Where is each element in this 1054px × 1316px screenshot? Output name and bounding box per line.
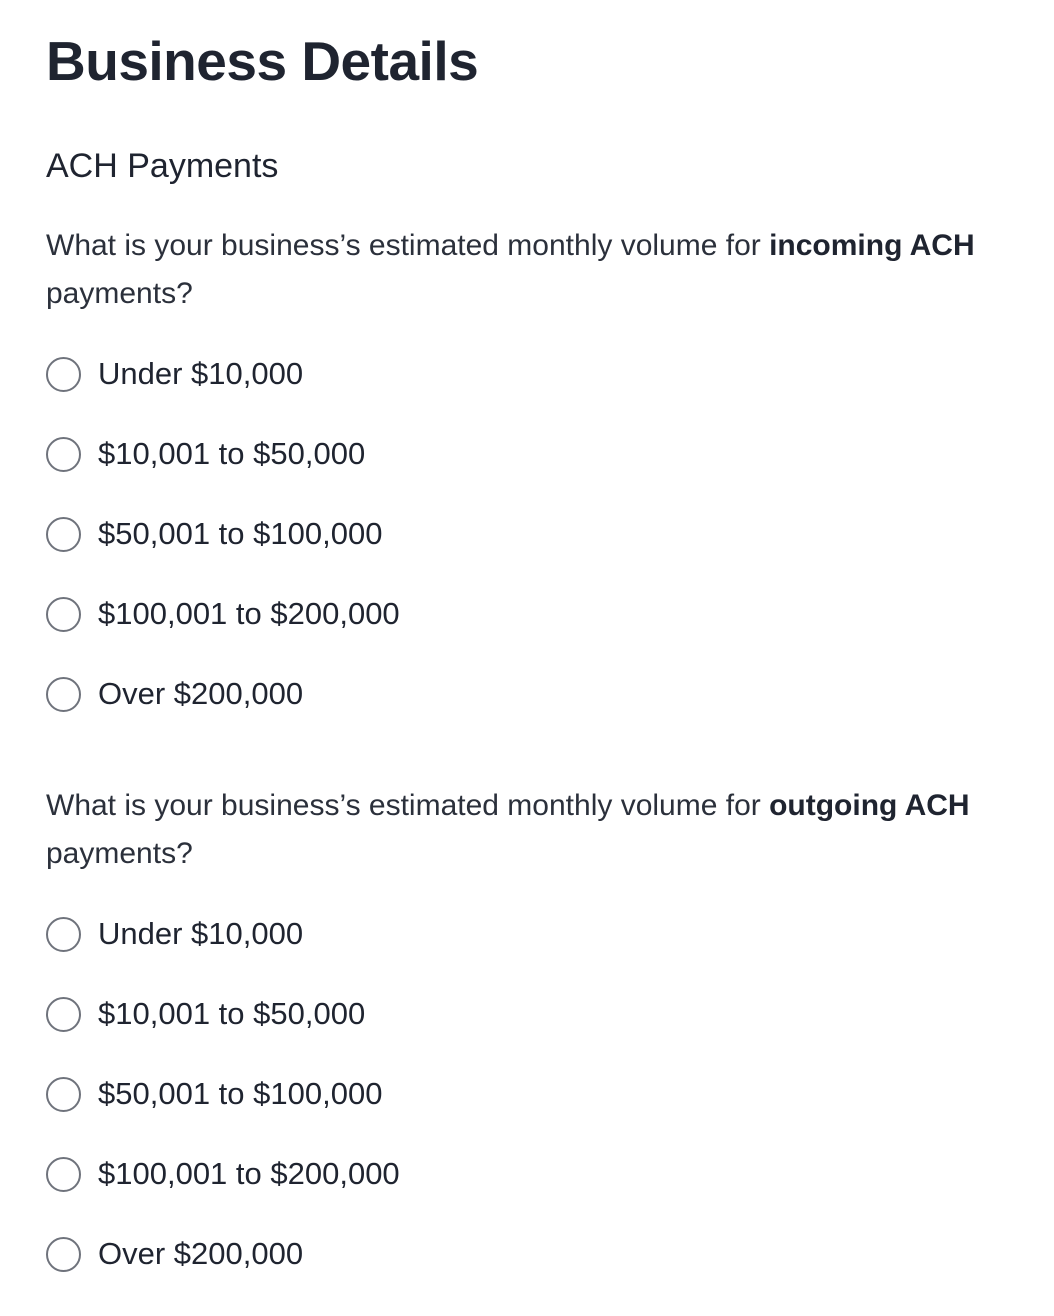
- section-title: ACH Payments: [46, 147, 279, 185]
- option-label: $50,001 to $100,000: [98, 516, 383, 551]
- incoming-option-100001-to-200000[interactable]: [46, 574, 646, 654]
- option-label: $10,001 to $50,000: [98, 996, 366, 1031]
- radio-button[interactable]: [46, 597, 81, 632]
- question-suffix: payments?: [46, 837, 193, 870]
- question-emphasis: incoming ACH: [769, 229, 975, 262]
- option-label: $10,001 to $50,000: [98, 436, 366, 471]
- outgoing-option-10001-to-50000[interactable]: [46, 974, 646, 1054]
- radio-button[interactable]: [46, 357, 81, 392]
- page-title: Business Details: [46, 30, 479, 92]
- outgoing-option-50001-to-100000[interactable]: [46, 1054, 646, 1134]
- option-label: Under $10,000: [98, 356, 304, 391]
- radio-button[interactable]: [46, 1237, 81, 1272]
- option-label: Over $200,000: [98, 676, 304, 711]
- outgoing-option-under-10000[interactable]: [46, 894, 646, 974]
- question-emphasis: outgoing ACH: [769, 789, 970, 822]
- incoming-option-over-200000[interactable]: [46, 654, 646, 734]
- outgoing-ach-options: [46, 894, 646, 1294]
- incoming-ach-question: [46, 222, 1016, 318]
- incoming-option-10001-to-50000[interactable]: [46, 414, 646, 494]
- option-label: Over $200,000: [98, 1236, 304, 1271]
- option-label: $50,001 to $100,000: [98, 1076, 383, 1111]
- radio-button[interactable]: [46, 917, 81, 952]
- outgoing-option-over-200000[interactable]: [46, 1214, 646, 1294]
- radio-button[interactable]: [46, 677, 81, 712]
- radio-button[interactable]: [46, 437, 81, 472]
- radio-button[interactable]: [46, 997, 81, 1032]
- outgoing-option-100001-to-200000[interactable]: [46, 1134, 646, 1214]
- option-label: $100,001 to $200,000: [98, 596, 400, 631]
- radio-button[interactable]: [46, 1157, 81, 1192]
- incoming-option-under-10000[interactable]: [46, 334, 646, 414]
- incoming-ach-options: [46, 334, 646, 734]
- option-label: $100,001 to $200,000: [98, 1156, 400, 1191]
- incoming-option-50001-to-100000[interactable]: [46, 494, 646, 574]
- question-prefix: What is your business’s estimated monthly volume for: [46, 229, 770, 262]
- outgoing-ach-question: [46, 782, 1016, 878]
- question-prefix: What is your business’s estimated monthly volume for: [46, 789, 770, 822]
- question-suffix: payments?: [46, 277, 193, 310]
- radio-button[interactable]: [46, 1077, 81, 1112]
- radio-button[interactable]: [46, 517, 81, 552]
- option-label: Under $10,000: [98, 916, 304, 951]
